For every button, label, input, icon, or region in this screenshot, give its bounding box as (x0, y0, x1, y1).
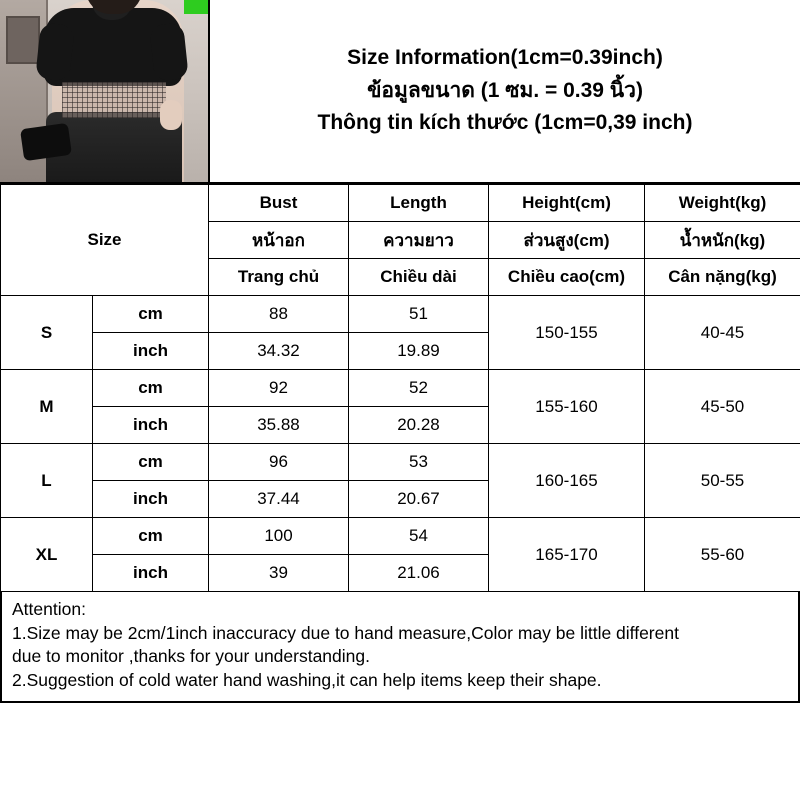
header-weight-vi: Cân nặng(kg) (645, 259, 800, 296)
unit-cm-m: cm (93, 370, 209, 407)
bust-cm-xl: 100 (209, 518, 349, 555)
bust-cm-s: 88 (209, 296, 349, 333)
attention-line-1: 1.Size may be 2cm/1inch inaccuracy due to hand measure,Color may be little different (12, 622, 679, 643)
title-line-th: ข้อมูลขนาด (1 ซม. = 0.39 นิ้ว) (367, 78, 643, 102)
header-size-cell: Size (1, 185, 209, 296)
length-cm-m: 52 (349, 370, 489, 407)
attention-line-2: due to monitor ,thanks for your understanding. (12, 646, 370, 667)
photo-model-sleeve-right (149, 22, 189, 81)
weight-xl: 55-60 (645, 518, 800, 592)
unit-inch-s: inch (93, 333, 209, 370)
table-row (1, 444, 800, 481)
weight-s: 40-45 (645, 296, 800, 370)
weight-l: 50-55 (645, 444, 800, 518)
table-row (1, 370, 800, 407)
attention-title: Attention: (12, 599, 86, 619)
unit-inch-l: inch (93, 481, 209, 518)
header-height-en: Height(cm) (489, 185, 645, 222)
table-row (1, 296, 800, 333)
height-s: 150-155 (489, 296, 645, 370)
photo-model-hand (160, 100, 182, 130)
bust-inch-xl: 39 (209, 555, 349, 592)
height-l: 160-165 (489, 444, 645, 518)
bust-cm-m: 92 (209, 370, 349, 407)
header-weight-en: Weight(kg) (645, 185, 800, 222)
size-table (0, 184, 800, 592)
product-photo (0, 0, 210, 182)
length-inch-xl: 21.06 (349, 555, 489, 592)
length-inch-m: 20.28 (349, 407, 489, 444)
header-bust-en: Bust (209, 185, 349, 222)
header (0, 0, 800, 184)
row-size-m: M (1, 370, 93, 444)
header-length-en: Length (349, 185, 489, 222)
title-line-en: Size Information(1cm=0.39inch) (347, 46, 663, 70)
green-badge-icon (184, 0, 210, 14)
header-bust-th: หน้าอก (209, 222, 349, 259)
unit-inch-m: inch (93, 407, 209, 444)
height-xl: 165-170 (489, 518, 645, 592)
header-title-block (210, 0, 800, 182)
bust-cm-l: 96 (209, 444, 349, 481)
row-size-s: S (1, 296, 93, 370)
photo-wall-frame (6, 16, 40, 64)
length-cm-l: 53 (349, 444, 489, 481)
title-line-vi: Thông tin kích thước (1cm=0,39 inch) (317, 111, 693, 135)
length-inch-s: 19.89 (349, 333, 489, 370)
table-row (1, 518, 800, 555)
header-bust-vi: Trang chủ (209, 259, 349, 296)
length-cm-xl: 54 (349, 518, 489, 555)
attention-block (0, 592, 800, 703)
row-size-xl: XL (1, 518, 93, 592)
bust-inch-s: 34.32 (209, 333, 349, 370)
photo-handbag (20, 123, 72, 161)
unit-cm-l: cm (93, 444, 209, 481)
weight-m: 45-50 (645, 370, 800, 444)
header-height-vi: Chiều cao(cm) (489, 259, 645, 296)
header-length-th: ความยาว (349, 222, 489, 259)
attention-line-3: 2.Suggestion of cold water hand washing,it can help items keep their shape. (12, 669, 602, 690)
header-length-vi: Chiều dài (349, 259, 489, 296)
row-size-l: L (1, 444, 93, 518)
photo-mesh-panel (62, 82, 166, 118)
table-header-row-en (1, 185, 800, 222)
bust-inch-l: 37.44 (209, 481, 349, 518)
photo-model-sleeve-left (35, 22, 75, 81)
header-height-th: ส่วนสูง(cm) (489, 222, 645, 259)
unit-inch-xl: inch (93, 555, 209, 592)
height-m: 155-160 (489, 370, 645, 444)
length-inch-l: 20.67 (349, 481, 489, 518)
bust-inch-m: 35.88 (209, 407, 349, 444)
unit-cm-xl: cm (93, 518, 209, 555)
length-cm-s: 51 (349, 296, 489, 333)
unit-cm-s: cm (93, 296, 209, 333)
header-weight-th: น้ำหนัก(kg) (645, 222, 800, 259)
